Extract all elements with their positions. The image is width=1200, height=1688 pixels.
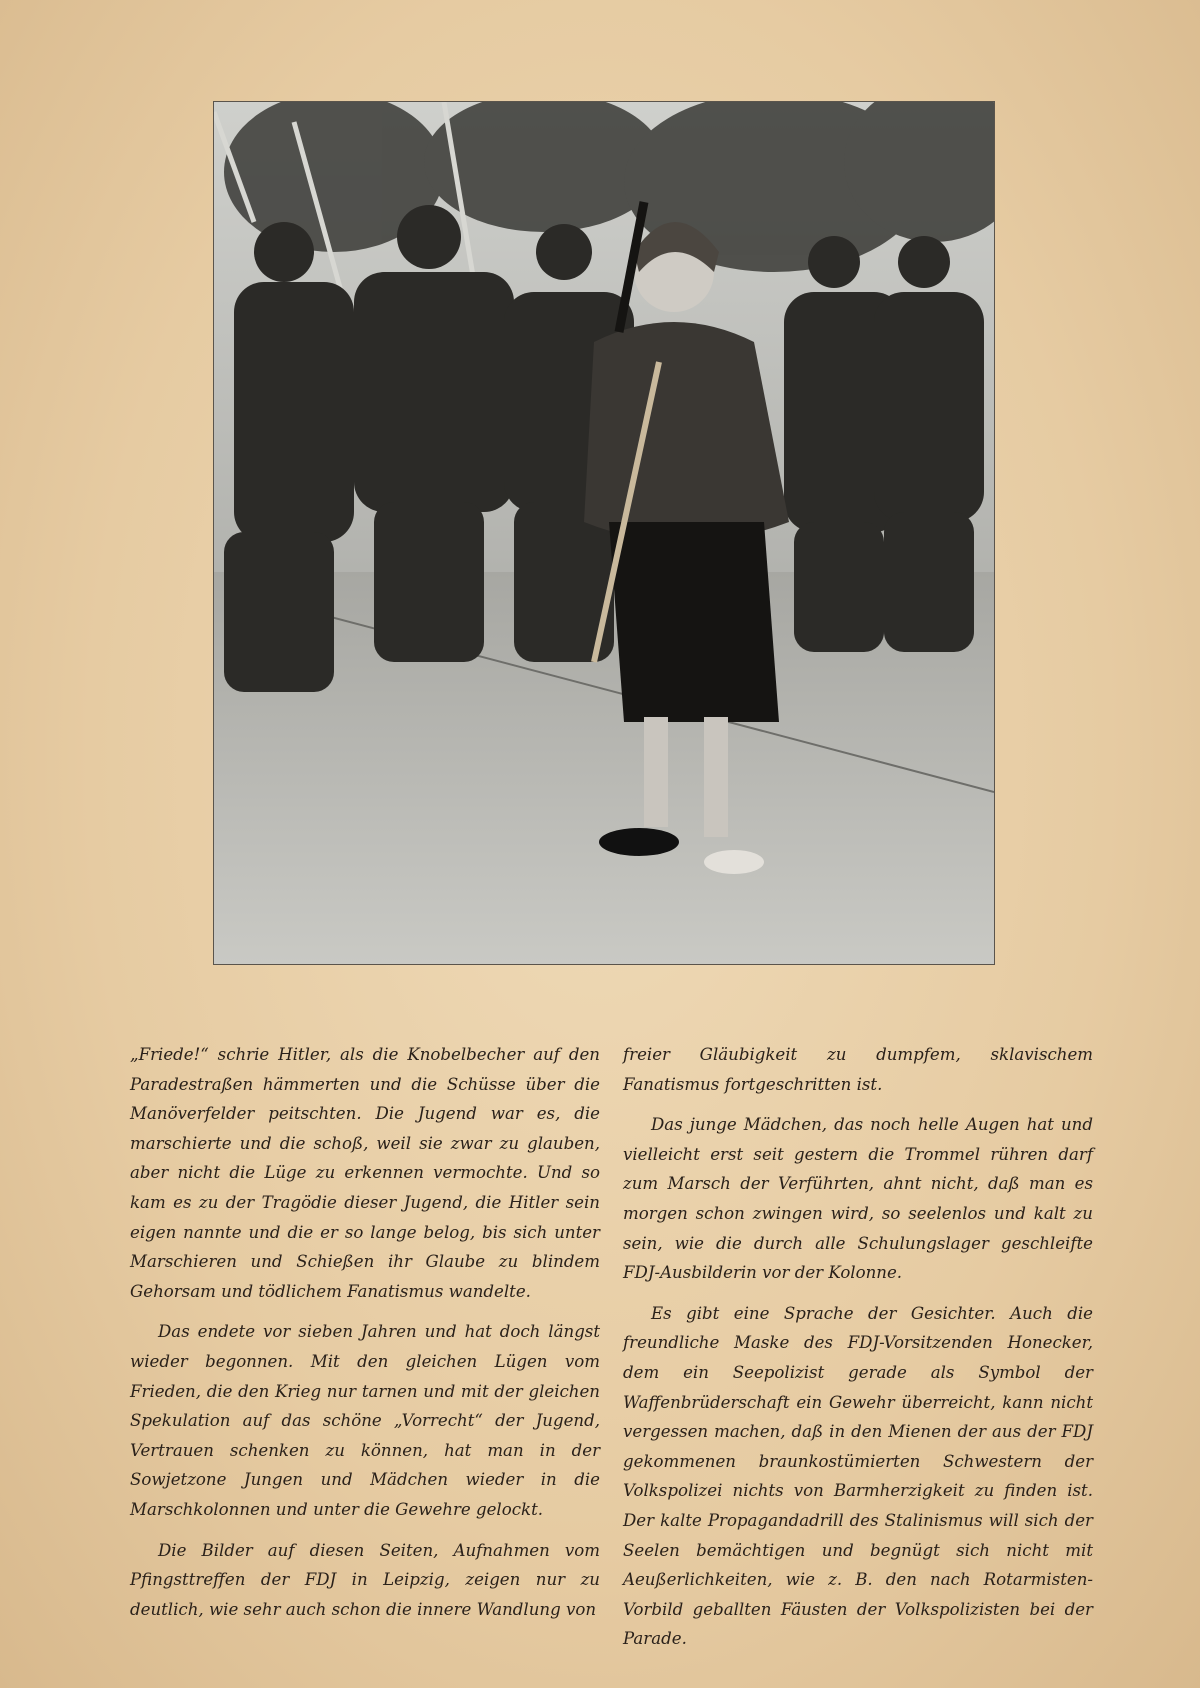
paragraph: Die Bilder auf diesen Seiten, Aufnahmen vom Pfingsttreffen der FDJ in Leipzig, zeigen nur zu deutlich, wie sehr auch schon die innere Wandlung von — [130, 1540, 600, 1619]
paragraph: Das junge Mädchen, das noch helle Augen hat und vielleicht erst seit gestern die Trommel rühren darf zum Marsch der Verführten, ahnt nicht, daß man es morgen schon zwingen wird, so seelenlos und kalt zu sein, wie die durch alle Schulungslager geschleifte FDJ-Ausbilderin vor der Kolonne. — [623, 1115, 1093, 1283]
article-right-column — [623, 1040, 1093, 1665]
paragraph: freier Gläubigkeit zu dumpfem, sklavischem Fanatismus fortgeschritten ist. — [623, 1045, 1093, 1094]
parade-photo-icon — [214, 102, 994, 964]
parade-photo — [214, 102, 994, 964]
paragraph: Es gibt eine Sprache der Gesichter. Auch die freundliche Maske des FDJ-Vorsitzenden Honecker, dem ein Seepolizist gerade als Symbol der Waffenbrüderschaft ein Gewehr überreicht, kann nicht vergessen machen, daß in den Mienen der aus der FDJ gekommenen braunkostümierten Schwestern der Volkspolizei nichts von Barmherzigkeit zu finden ist. Der kalte Propagandadrill des Stalinismus will sich der Seelen bemächtigen und begnügt sich nicht mit Aeußerlichkeiten, wie z. B. den nach Rotarmisten-Vorbild geballten Fäusten der Volkspolizisten bei der Parade. — [623, 1303, 1093, 1649]
paragraph: Das endete vor sieben Jahren und hat doch längst wieder begonnen. Mit den gleichen Lügen vom Frieden, die den Krieg nur tarnen und mit der gleichen Spekulation auf das schöne „Vorrecht“ der Jugend, Vertrauen schenken zu können, hat man in der Sowjetzone Jungen und Mädchen wieder in die Marschkolonnen und unter die Gewehre gelockt. — [130, 1322, 600, 1519]
article-left-column — [130, 1040, 600, 1635]
paragraph: „Friede!“ schrie Hitler, als die Knobelbecher auf den Paradestraßen hämmerten und die Schüsse über die Manöverfelder peitschten. Die Jugend war es, die marschierte und die schoß, weil sie zwar zu glauben, aber nicht die Lüge zu erkennen vermochte. Und so kam es zu der Tragödie dieser Jugend, die Hitler sein eigen nannte und die er so lange belog, bis sich unter Marschieren und Schießen ihr Glaube zu blindem Gehorsam und tödlichem Fanatismus wandelte. — [130, 1045, 600, 1301]
